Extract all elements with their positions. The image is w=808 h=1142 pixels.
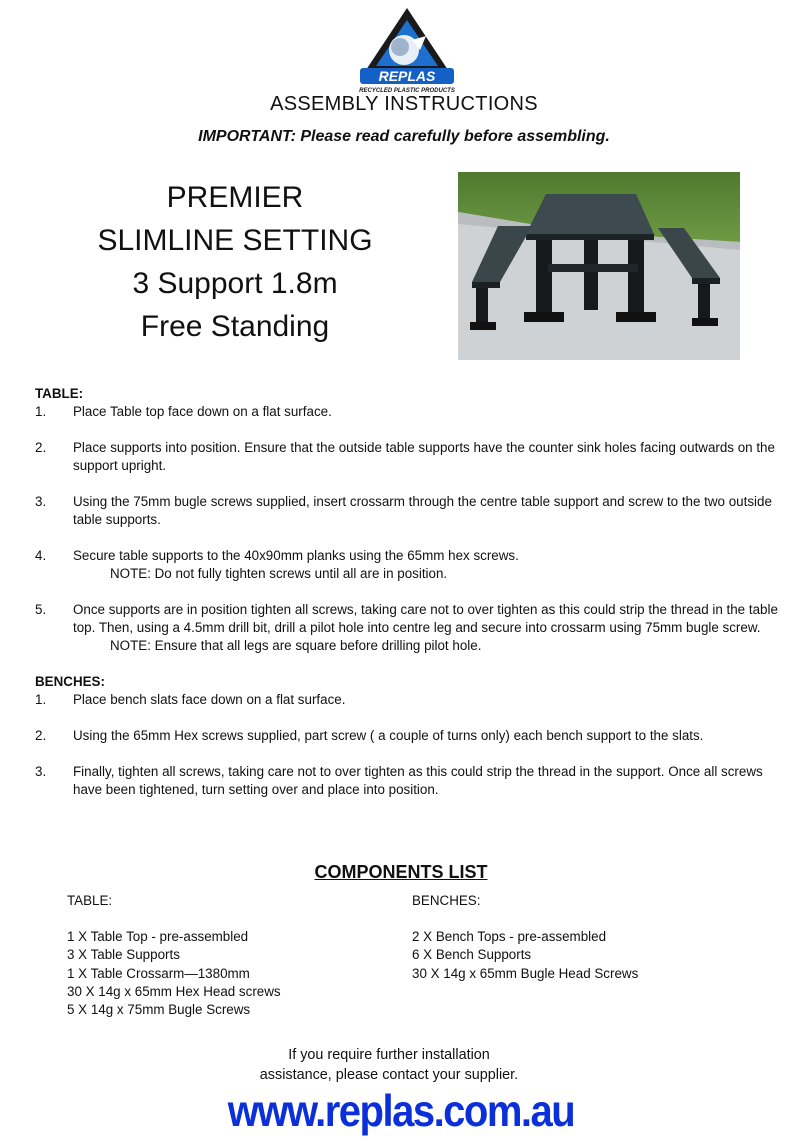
product-line-2: SLIMLINE SETTING <box>97 224 373 257</box>
note-text: NOTE: Do not fully tighten screws until all are in position. <box>110 566 448 581</box>
product-line-1: PREMIER <box>166 181 304 214</box>
list-item: 1 X Table Top - pre-assembled <box>67 929 249 945</box>
step-number: 2. <box>35 440 47 455</box>
bench-section-heading: BENCHES: <box>35 674 105 689</box>
step-number: 1. <box>35 692 47 707</box>
table-components <box>67 892 387 1019</box>
bench-step-2 <box>35 727 780 745</box>
table-step-5 <box>35 601 780 637</box>
step-text: Place bench slats face down on a flat surface. <box>73 692 346 707</box>
step-number: 1. <box>35 404 47 419</box>
table-step-1 <box>35 403 780 421</box>
product-line-3: 3 Support 1.8m <box>132 267 338 300</box>
website-link[interactable]: www.replas.com.au <box>227 1087 575 1137</box>
table-step-5-note <box>35 637 780 655</box>
bench-step-3 <box>35 763 780 799</box>
replas-logo <box>352 6 462 96</box>
step-number: 3. <box>35 764 47 779</box>
step-number: 2. <box>35 728 47 743</box>
note-text: NOTE: Ensure that all legs are square before drilling pilot hole. <box>110 638 482 653</box>
step-text: Finally, tighten all screws, taking care not to over tighten as this could strip the thread in the support. Once all screws have been tightened, turn setting over and place into position. <box>73 764 763 797</box>
step-number: 5. <box>35 602 47 617</box>
list-item: 6 X Bench Supports <box>412 947 532 963</box>
list-item: 1 X Table Crossarm—1380mm <box>67 965 250 981</box>
table-step-4-note <box>35 565 780 583</box>
step-text: Place supports into position. Ensure that the outside table supports have the counter sink holes facing outwards on the support upright. <box>73 440 775 473</box>
page-title: ASSEMBLY INSTRUCTIONS <box>270 93 538 115</box>
step-number: 3. <box>35 494 47 509</box>
list-item: 2 X Bench Tops - pre-assembled <box>412 929 607 945</box>
step-text: Place Table top face down on a flat surface. <box>73 404 332 419</box>
support-message <box>0 1045 778 1085</box>
bench-step-1 <box>35 691 780 709</box>
support-line-1: If you require further installation <box>288 1047 490 1063</box>
important-notice: IMPORTANT: Please read carefully before assembling. <box>198 128 610 145</box>
bench-components <box>412 892 752 983</box>
table-step-4 <box>35 547 780 565</box>
list-item: 30 X 14g x 65mm Bugle Head Screws <box>412 965 639 981</box>
step-text: Once supports are in position tighten all screws, taking care not to over tighten as this could strip the thread in the table top. Then, using a 4.5mm drill bit, drill a pilot hole into centre leg and secure into crossarm using 75mm bugle screw. <box>73 602 778 635</box>
product-photo <box>458 172 740 360</box>
components-list-title: COMPONENTS LIST <box>314 862 488 882</box>
list-item: 3 X Table Supports <box>67 947 180 963</box>
step-text: Using the 65mm Hex screws supplied, part screw ( a couple of turns only) each bench support to the slats. <box>73 728 704 743</box>
step-text: Using the 75mm bugle screws supplied, insert crossarm through the centre table support and screw to the two outside table supports. <box>73 494 772 527</box>
table-step-2 <box>35 439 780 475</box>
assembly-instructions <box>35 385 780 799</box>
logo-brand-text: REPLAS <box>378 68 436 84</box>
product-line-4: Free Standing <box>140 310 330 343</box>
table-section-heading: TABLE: <box>35 386 84 401</box>
list-item: 30 X 14g x 65mm Hex Head screws <box>67 983 281 999</box>
product-name <box>80 176 390 348</box>
table-step-3 <box>35 493 780 529</box>
bench-components-heading: BENCHES: <box>412 893 481 908</box>
table-components-heading: TABLE: <box>67 893 113 908</box>
step-text: Secure table supports to the 40x90mm planks using the 65mm hex screws. <box>73 548 519 563</box>
list-item: 5 X 14g x 75mm Bugle Screws <box>67 1002 251 1018</box>
logo-tagline-text: RECYCLED PLASTIC PRODUCTS <box>359 88 455 94</box>
support-line-2: assistance, please contact your supplier. <box>259 1067 519 1083</box>
step-number: 4. <box>35 548 47 563</box>
